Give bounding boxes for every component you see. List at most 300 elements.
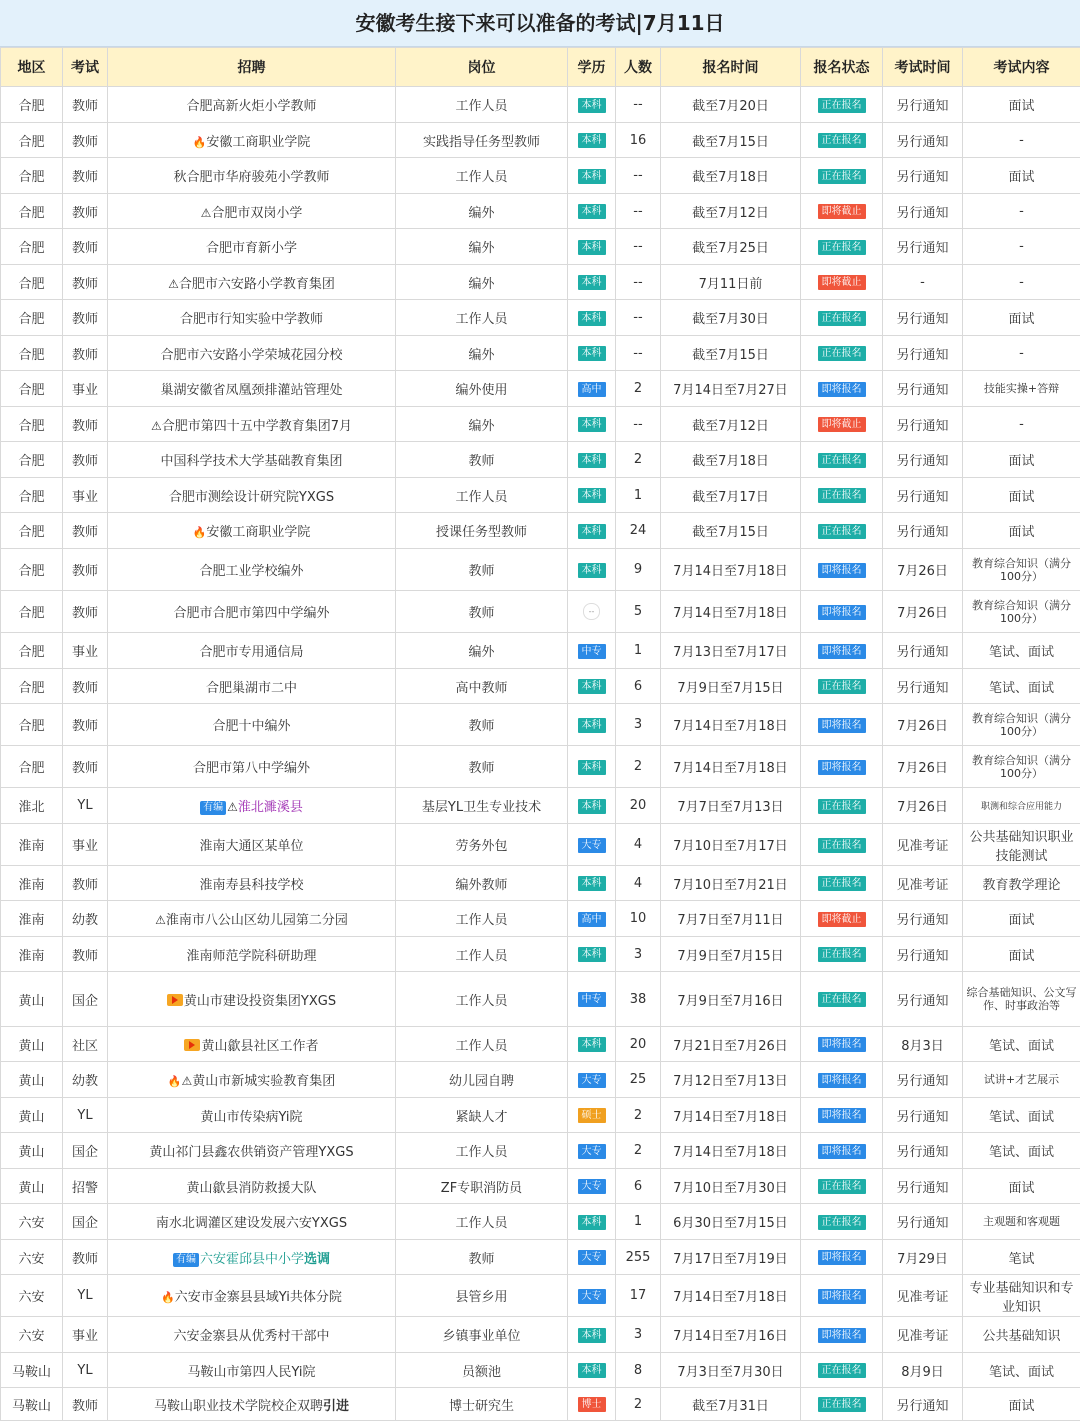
cell-content: 面试 [963,901,1080,937]
cell-count: 1 [616,633,661,669]
cell-status [801,1062,883,1098]
cell-period: 7月14日至7月18日 [661,1275,801,1317]
cell-content: 教育综合知识（满分100分） [963,746,1080,788]
cell-region: 合肥 [1,158,63,194]
cell-region: 淮南 [1,937,63,972]
cell-edu [568,1275,616,1317]
header-region: 地区 [1,48,63,87]
cell-edu [568,788,616,824]
cell-region: 淮南 [1,824,63,866]
cell-period: 7月14日至7月18日 [661,591,801,633]
cell-region: 合肥 [1,229,63,265]
cell-content: - [963,229,1080,265]
cell-recruit [108,788,396,824]
edu-badge: 本科 [578,204,606,219]
cell-edu [568,158,616,194]
cell-post: 工作人员 [396,1204,568,1240]
cell-edu [568,1062,616,1098]
recruit-name[interactable]: 合肥市育新小学 [205,241,297,256]
cell-exam-time: 另行通知 [883,336,963,371]
table-row [1,229,1080,265]
cell-recruit [108,123,396,158]
table-row [1,1388,1080,1421]
cell-recruit [108,824,396,866]
cell-content: 面试 [963,478,1080,513]
recruit-name[interactable]: 巢湖安徽省凤凰颈排灌站管理处 [160,383,343,398]
cell-edu [568,1353,616,1388]
edu-badge: 本科 [578,718,606,733]
cell-edu [568,972,616,1027]
warning-icon [151,419,162,434]
cell-post: 教师 [396,442,568,478]
cell-region: 合肥 [1,87,63,123]
cell-period: 7月14日至7月18日 [661,549,801,591]
cell-exam-type: 国企 [63,1133,108,1169]
cell-exam-type: 事业 [63,371,108,407]
recruit-name[interactable]: 黄山歙县社区工作者 [201,1038,319,1054]
edu-badge: 中专 [578,992,606,1007]
cell-count: 20 [616,788,661,824]
edu-badge: 本科 [578,563,606,578]
cell-count: 2 [616,1133,661,1169]
recruit-name[interactable]: 秋合肥市华府骏苑小学教师 [173,170,330,185]
edu-badge: 本科 [578,417,606,432]
cell-count: 6 [616,1169,661,1204]
cell-exam-type: 招警 [63,1169,108,1204]
cell-exam-type: 教师 [63,229,108,265]
cell-post: 工作人员 [396,937,568,972]
cell-exam-time: 另行通知 [883,1204,963,1240]
cell-status [801,442,883,478]
cell-count: 4 [616,824,661,866]
edu-badge: 本科 [578,488,606,503]
cell-exam-time: 另行通知 [883,371,963,407]
cell-count: 3 [616,937,661,972]
recruit-name[interactable]: 合肥市六安路小学教育集团 [178,276,335,292]
recruit-name[interactable]: 淮北濉溪县 [237,800,303,815]
cell-exam-time: 见准考证 [883,824,963,866]
table-row [1,866,1080,901]
recruit-name[interactable]: 合肥市第八中学编外 [192,761,310,776]
cell-content: - [963,336,1080,371]
table-row [1,1240,1080,1275]
recruit-name[interactable]: 合肥市合肥市第四中学编外 [173,606,330,621]
cell-edu [568,442,616,478]
status-badge: 即将截止 [818,417,866,432]
table-row [1,1204,1080,1240]
cell-edu [568,1169,616,1204]
recruit-name[interactable]: 合肥高新火炬小学教师 [186,99,317,114]
cell-post: 劳务外包 [396,824,568,866]
cell-exam-type: 教师 [63,746,108,788]
fire-icon [168,1074,182,1089]
cell-post: 编外 [396,407,568,442]
cell-period: 7月14日至7月18日 [661,704,801,746]
fire-icon [193,135,207,150]
cell-period: 截至7月17日 [661,478,801,513]
table-row [1,1169,1080,1204]
table-row [1,478,1080,513]
cell-exam-type: YL [63,1353,108,1388]
edu-badge: 本科 [578,240,606,255]
table-row [1,513,1080,549]
cell-exam-type: 教师 [63,87,108,123]
recruit-name[interactable]: 合肥市第四十五中学教育集团7月 [161,418,353,434]
cell-status [801,300,883,336]
cell-status [801,704,883,746]
recruit-name[interactable]: 黄山市建设投资集团YXGS [183,993,337,1009]
cell-exam-time: 8月3日 [883,1027,963,1062]
cell-edu [568,1240,616,1275]
recruit-name[interactable]: 黄山市新城实验教育集团 [192,1074,336,1089]
cell-recruit [108,1169,396,1204]
new-icon [167,994,183,1006]
cell-status [801,1240,883,1275]
cell-post: 编外 [396,229,568,265]
status-badge: 正在报名 [818,876,866,891]
cell-period: 7月12日至7月13日 [661,1062,801,1098]
table-header-row [1,48,1080,87]
cell-edu [568,549,616,591]
table-row [1,265,1080,300]
status-badge: 即将报名 [818,382,866,397]
cell-exam-time: 7月26日 [883,788,963,824]
cell-post: 幼儿园自聘 [396,1062,568,1098]
table-row [1,1062,1080,1098]
cell-recruit [108,549,396,591]
recruit-name[interactable]: 淮南大通区某单位 [199,839,304,854]
cell-content: 面试 [963,937,1080,972]
cell-edu [568,229,616,265]
cell-count: 1 [616,1204,661,1240]
cell-post: 工作人员 [396,300,568,336]
bianzhi-tag: 有编 [200,801,226,815]
cell-recruit [108,442,396,478]
cell-content: 笔试、面试 [963,1133,1080,1169]
cell-edu [568,633,616,669]
cell-exam-type: 事业 [63,633,108,669]
cell-exam-type: 教师 [63,513,108,549]
table-row [1,87,1080,123]
cell-edu [568,265,616,300]
cell-region: 六安 [1,1204,63,1240]
recruit-name[interactable]: 合肥市专用通信局 [199,645,304,660]
cell-recruit [108,1204,396,1240]
cell-exam-type: 幼教 [63,1062,108,1098]
status-badge: 正在报名 [818,133,866,148]
cell-status [801,123,883,158]
edu-badge: 大专 [578,1144,606,1159]
cell-count: 6 [616,669,661,704]
cell-region: 合肥 [1,407,63,442]
header-content: 考试内容 [963,48,1080,87]
cell-region: 淮北 [1,788,63,824]
cell-count: 2 [616,442,661,478]
status-badge: 正在报名 [818,799,866,814]
recruit-name[interactable]: 马鞍山职业技术学院校企双聘 [153,1398,323,1414]
cell-content: 面试 [963,300,1080,336]
recruit-name[interactable]: 淮南市八公山区幼儿园第二分园 [165,913,348,928]
cell-region: 黄山 [1,972,63,1027]
cell-region: 合肥 [1,633,63,669]
cell-status [801,633,883,669]
recruit-name[interactable]: 南水北调灌区建设发展六安YXGS [155,1216,348,1231]
cell-period: 7月13日至7月17日 [661,633,801,669]
status-badge: 即将报名 [818,644,866,659]
header-exam-time: 考试时间 [883,48,963,87]
cell-region: 合肥 [1,513,63,549]
cell-content: 试讲+才艺展示 [963,1062,1080,1098]
cell-exam-time: 另行通知 [883,972,963,1027]
cell-edu [568,407,616,442]
cell-edu [568,1204,616,1240]
cell-period: 7月9日至7月15日 [661,937,801,972]
cell-content: 面试 [963,87,1080,123]
exam-table [0,47,1080,1421]
cell-count: 38 [616,972,661,1027]
recruit-name[interactable]: 六安金寨县从优秀村干部中 [173,1329,330,1344]
cell-post: 乡镇事业单位 [396,1317,568,1353]
recruit-name[interactable]: 黄山市传染病Yi院 [200,1109,303,1125]
cell-period: 7月14日至7月18日 [661,1133,801,1169]
cell-count: 1 [616,478,661,513]
recruit-name[interactable]: 安徽工商职业学院 [206,134,311,150]
cell-period: 7月10日至7月17日 [661,824,801,866]
status-badge: 即将报名 [818,1108,866,1123]
warning-icon [181,1074,192,1089]
status-badge: 即将报名 [818,563,866,578]
cell-content: 教育综合知识（满分100分） [963,549,1080,591]
cell-post: 授课任务型教师 [396,513,568,549]
warning-icon [168,277,179,292]
table-row [1,1275,1080,1317]
cell-exam-time: 另行通知 [883,1133,963,1169]
cell-exam-type: 社区 [63,1027,108,1062]
header-post: 岗位 [396,48,568,87]
cell-exam-time: 7月26日 [883,591,963,633]
cell-status [801,336,883,371]
cell-content: 职测和综合应用能力 [963,788,1080,824]
cell-region: 黄山 [1,1062,63,1098]
cell-status [801,1169,883,1204]
cell-exam-type: 教师 [63,442,108,478]
status-badge: 正在报名 [818,240,866,255]
cell-post: 基层YL卫生专业技术 [396,788,568,824]
fire-icon [161,1290,175,1305]
cell-exam-type: 教师 [63,1388,108,1421]
cell-exam-type: 教师 [63,336,108,371]
status-badge: 即将报名 [818,1144,866,1159]
header-status: 报名状态 [801,48,883,87]
cell-exam-type: YL [63,788,108,824]
cell-recruit [108,1240,396,1275]
header-count: 人数 [616,48,661,87]
cell-count: 24 [616,513,661,549]
cell-edu [568,123,616,158]
cell-region: 合肥 [1,746,63,788]
status-badge: 即将截止 [818,912,866,927]
cell-status [801,1275,883,1317]
cell-exam-time: 另行通知 [883,1062,963,1098]
cell-recruit [108,704,396,746]
cell-period: 7月3日至7月30日 [661,1353,801,1388]
cell-recruit [108,866,396,901]
recruit-name[interactable]: 淮南师范学院科研助理 [186,948,317,964]
cell-exam-time: 另行通知 [883,300,963,336]
cell-content: 面试 [963,1388,1080,1421]
status-badge: 正在报名 [818,488,866,503]
cell-content: 专业基础知识和专业知识 [963,1275,1080,1317]
edu-badge: 本科 [578,1363,606,1378]
recruit-name[interactable]: 合肥市行知实验中学教师 [179,312,323,327]
cell-post: 教师 [396,746,568,788]
cell-post: 教师 [396,704,568,746]
cell-count: 17 [616,1275,661,1317]
cell-content: 综合基础知识、公文写作、时事政治等 [963,972,1080,1027]
table-row [1,336,1080,371]
cell-recruit [108,633,396,669]
cell-recruit [108,1133,396,1169]
cell-period: 7月9日至7月16日 [661,972,801,1027]
status-badge: 正在报名 [818,453,866,468]
cell-count: 10 [616,901,661,937]
cell-post: 紧缺人才 [396,1098,568,1133]
cell-content: 面试 [963,1169,1080,1204]
status-badge: 正在报名 [818,1397,866,1412]
cell-exam-type: 教师 [63,704,108,746]
recruit-name[interactable]: 中国科学技术大学基础教育集团 [160,454,343,469]
cell-count: 2 [616,371,661,407]
cell-edu [568,937,616,972]
edu-badge: 中专 [578,644,606,659]
cell-count: -- [616,265,661,300]
cell-count: -- [616,229,661,265]
cell-count: 4 [616,866,661,901]
recruit-name[interactable]: 黄山歙县消防救援大队 [186,1180,317,1196]
status-badge: 正在报名 [818,992,866,1007]
cell-period: 7月14日至7月18日 [661,746,801,788]
table-row [1,371,1080,407]
status-badge: 即将报名 [818,760,866,775]
cell-content: 笔试、面试 [963,1353,1080,1388]
table-row [1,746,1080,788]
edu-badge: 大专 [578,1289,606,1304]
status-badge: 正在报名 [818,524,866,539]
cell-post: 县管乡用 [396,1275,568,1317]
cell-recruit [108,1062,396,1098]
cell-status [801,87,883,123]
cell-region: 合肥 [1,194,63,229]
recruit-name[interactable]: 合肥巢湖市二中 [205,680,297,696]
cell-period: 7月14日至7月27日 [661,371,801,407]
cell-status [801,1027,883,1062]
cell-content: 面试 [963,158,1080,194]
cell-content: 面试 [963,513,1080,549]
cell-recruit [108,1275,396,1317]
status-badge: 正在报名 [818,947,866,962]
recruit-name[interactable]: 合肥工业学校编外 [199,564,304,579]
cell-exam-type: 国企 [63,972,108,1027]
cell-region: 合肥 [1,123,63,158]
cell-region: 淮南 [1,901,63,937]
recruit-name[interactable]: 合肥市测绘设计研究院YXGS [168,489,335,505]
cell-exam-type: 教师 [63,669,108,704]
cell-status [801,549,883,591]
cell-recruit [108,1027,396,1062]
status-badge: 正在报名 [818,1179,866,1194]
recruit-name[interactable]: 合肥市双岗小学 [211,205,303,221]
cell-period: 截至7月12日 [661,407,801,442]
cell-post: 员额池 [396,1353,568,1388]
status-badge: 正在报名 [818,98,866,113]
cell-status [801,407,883,442]
cell-period: 截至7月31日 [661,1388,801,1421]
recruit-name[interactable]: 马鞍山市第四人民Yi院 [187,1364,316,1380]
cell-status [801,866,883,901]
cell-exam-time: 另行通知 [883,158,963,194]
cell-edu [568,1098,616,1133]
warning-icon [201,206,212,221]
cell-content: 公共基础知识 [963,1317,1080,1353]
cell-exam-type: YL [63,1098,108,1133]
recruit-name[interactable]: 淮南寿县科技学校 [199,877,304,893]
cell-edu [568,901,616,937]
recruit-name[interactable]: 合肥市六安路小学荣城花园分校 [160,347,343,363]
cell-count: 9 [616,549,661,591]
status-badge: 即将报名 [818,1328,866,1343]
cell-region: 六安 [1,1240,63,1275]
recruit-name[interactable]: 六安霍邱县中小学 [199,1251,304,1267]
cell-period: 7月11日前 [661,265,801,300]
cell-exam-type: 教师 [63,158,108,194]
bianzhi-tag: 有编 [173,1253,199,1267]
edu-badge: 本科 [578,453,606,468]
cell-recruit [108,371,396,407]
status-badge: 正在报名 [818,346,866,361]
recruit-name[interactable]: 合肥十中编外 [212,719,291,734]
cell-edu [568,513,616,549]
edu-badge: 本科 [578,1328,606,1343]
cell-edu [568,336,616,371]
cell-exam-type: 教师 [63,194,108,229]
recruit-name[interactable]: 六安市金寨县县域Yi共体分院 [174,1290,342,1305]
cell-post: 编外教师 [396,866,568,901]
status-badge: 即将报名 [818,1250,866,1265]
cell-count: 3 [616,1317,661,1353]
recruit-name[interactable]: 安徽工商职业学院 [206,525,311,540]
table-row [1,549,1080,591]
cell-status [801,1098,883,1133]
cell-exam-time: 另行通知 [883,194,963,229]
cell-region: 黄山 [1,1133,63,1169]
cell-period: 7月21日至7月26日 [661,1027,801,1062]
recruit-name[interactable]: 黄山祁门县鑫农供销资产管理YXGS [149,1145,354,1160]
cell-exam-type: 事业 [63,478,108,513]
table-row [1,407,1080,442]
table-row [1,158,1080,194]
cell-count: 3 [616,704,661,746]
cell-exam-time: 另行通知 [883,407,963,442]
cell-status [801,669,883,704]
status-badge: 正在报名 [818,838,866,853]
table-row [1,633,1080,669]
edu-badge: 本科 [578,947,606,962]
edu-badge: 本科 [578,98,606,113]
cell-region: 合肥 [1,704,63,746]
cell-edu [568,1133,616,1169]
cell-period: 7月14日至7月16日 [661,1317,801,1353]
table-row [1,824,1080,866]
